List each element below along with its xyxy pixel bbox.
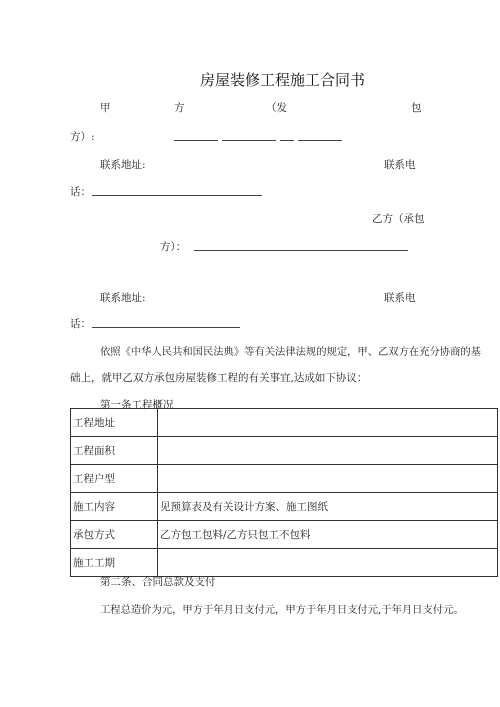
article-1-heading: 第一条工程概况 xyxy=(100,399,174,411)
row-value-layout[interactable] xyxy=(158,465,498,493)
party-b-contact-phone-2: 话： xyxy=(70,318,91,330)
row-value-content[interactable]: 见预算表及有关设计方案、施工图纸 xyxy=(158,493,498,521)
table-row xyxy=(71,465,498,493)
party-b-contact-phone-1: 联系电 xyxy=(384,292,416,304)
row-value-area[interactable] xyxy=(158,437,498,465)
article-2-heading: 第二条、合同总款及支付 xyxy=(100,576,216,588)
project-overview-table xyxy=(70,408,498,577)
row-label-area: 工程面积 xyxy=(71,437,158,465)
party-a-char-3: （发 xyxy=(266,102,287,114)
document-title: 房屋装修工程施工合同书 xyxy=(200,71,366,89)
row-value-contract-method[interactable]: 乙方包工包料/乙方只包工不包料 xyxy=(158,521,498,549)
row-value-duration[interactable] xyxy=(158,549,498,577)
party-b-phone-blank[interactable] xyxy=(92,327,240,328)
intro-line-1: 依照《中华人民共和国民法典》等有关法律法规的规定，甲、乙双方在充分协商的基 xyxy=(100,346,481,358)
article-2-payment-text: 工程总造价为元，甲方于年月日支付元，甲方于年月日支付元,于年月日支付元。 xyxy=(100,604,464,616)
party-b-line-1: 乙方（承包 xyxy=(372,213,425,225)
party-a-contact-phone-2: 话： xyxy=(70,186,91,198)
row-value-address[interactable] xyxy=(158,409,498,437)
party-a-name-blank-1[interactable] xyxy=(174,140,218,141)
party-a-char-1: 甲 xyxy=(100,102,111,114)
row-label-layout: 工程户型 xyxy=(71,465,158,493)
row-label-address: 工程地址 xyxy=(71,409,158,437)
party-a-char-4: 包 xyxy=(411,102,422,114)
party-a-contact-phone-1: 联系电 xyxy=(384,159,416,171)
row-label-duration: 施工工期 xyxy=(71,549,158,577)
party-a-name-blank-3[interactable] xyxy=(280,140,294,141)
table-row xyxy=(71,549,498,577)
party-a-name-blank-2[interactable] xyxy=(222,140,276,141)
party-a-label-cont: 方）: xyxy=(70,131,95,143)
table-row xyxy=(71,521,498,549)
row-label-content: 施工内容 xyxy=(71,493,158,521)
intro-line-2: 础上，就甲乙双方承包房屋装修工程的有关事宜,达成如下协议： xyxy=(70,372,368,384)
party-b-name-blank[interactable] xyxy=(194,250,408,251)
party-a-contact-address: 联系地址: xyxy=(100,159,146,171)
table-row xyxy=(71,437,498,465)
table-row xyxy=(71,409,498,437)
party-a-char-2: 方 xyxy=(174,102,185,114)
table-row xyxy=(71,493,498,521)
party-a-phone-blank[interactable] xyxy=(92,195,262,196)
row-label-contract-method: 承包方式 xyxy=(71,521,158,549)
party-a-name-blank-4[interactable] xyxy=(298,140,342,141)
party-b-line-2: 方）： xyxy=(160,241,187,253)
party-b-contact-address: 联系地址: xyxy=(100,292,146,304)
